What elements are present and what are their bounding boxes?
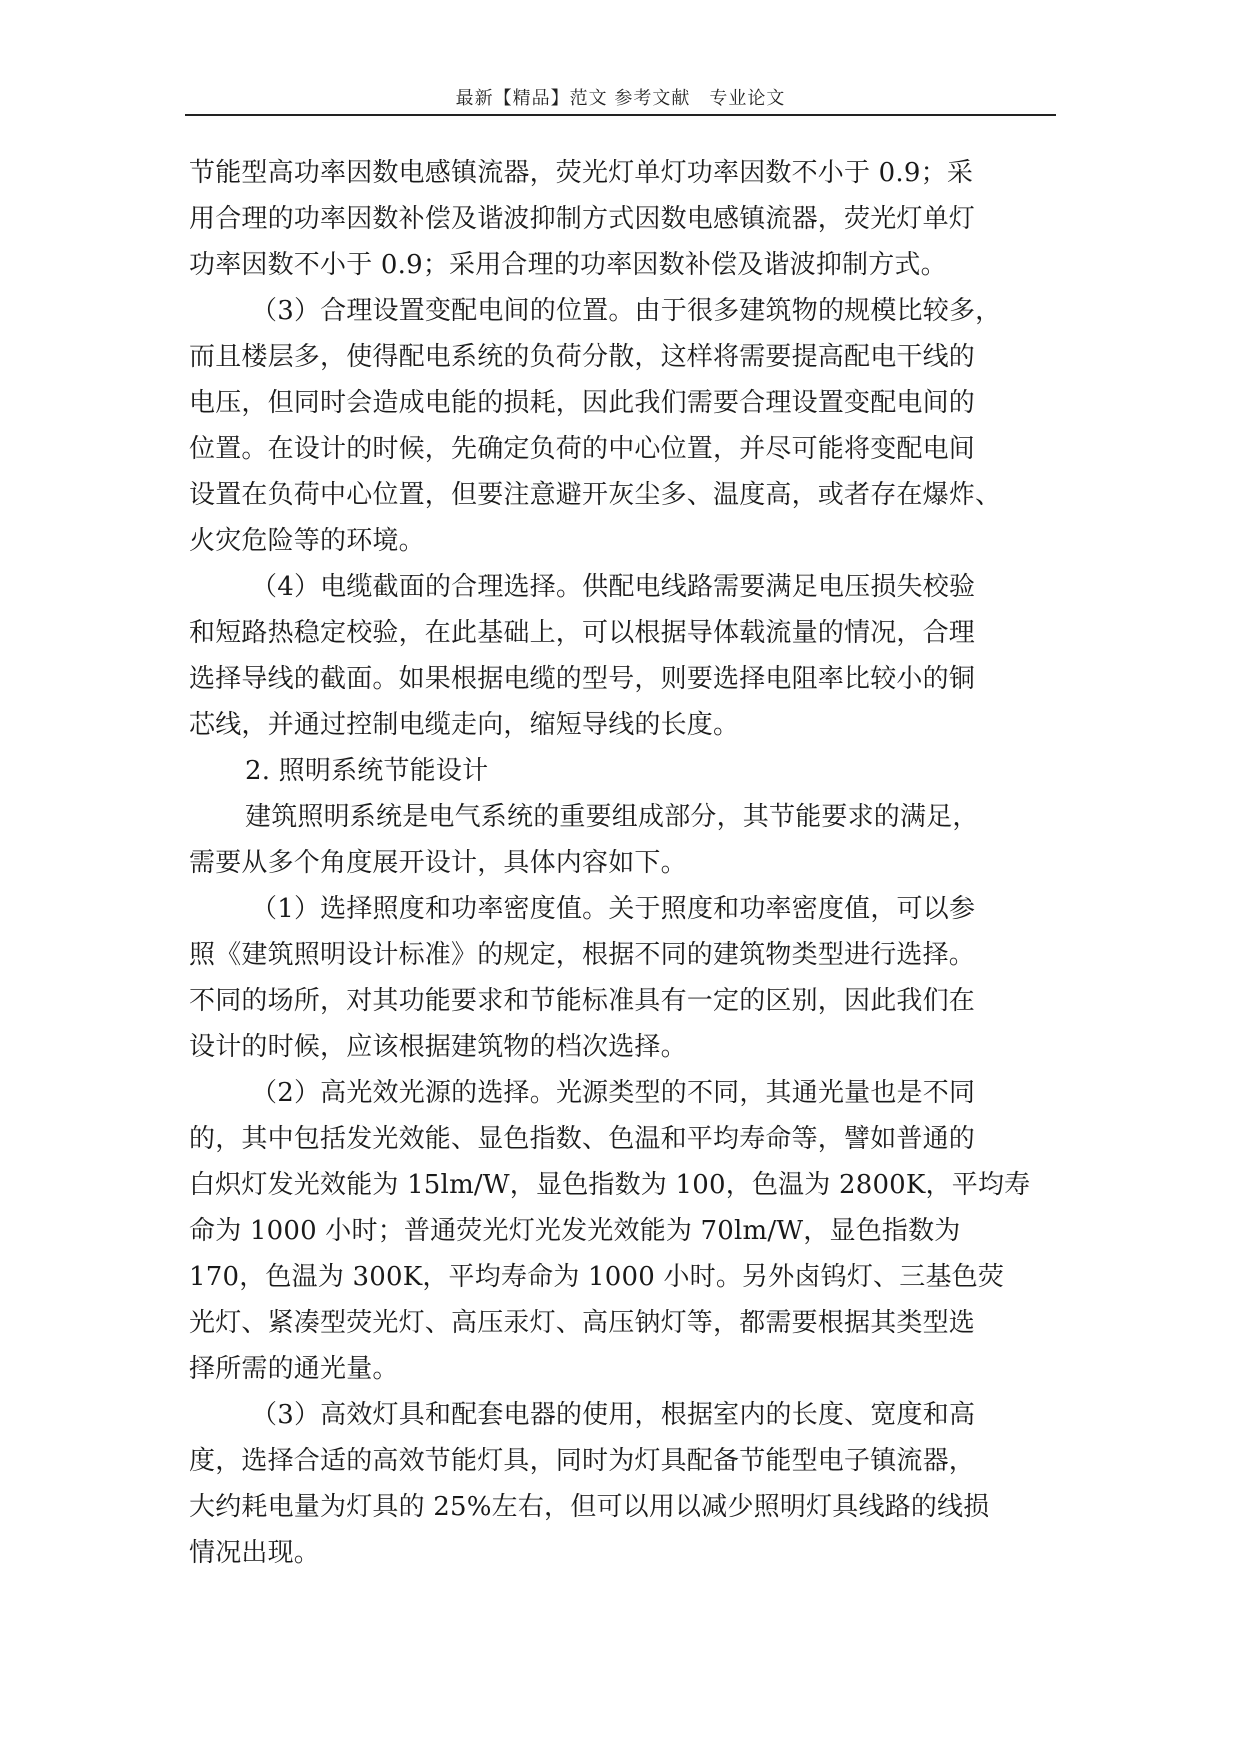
text-line: 用合理的功率因数补偿及谐波抑制方式因数电感镇流器，荧光灯单灯: [189, 204, 976, 234]
header-divider: [185, 114, 1056, 116]
text-line: （1）选择照度和功率密度值。关于照度和功率密度值，可以参: [251, 894, 976, 924]
text-line: 设置在负荷中心位置，但要注意避开灰尘多、温度高，或者存在爆炸、: [189, 480, 1002, 510]
text-line: （4）电缆截面的合理选择。供配电线路需要满足电压损失校验: [251, 572, 976, 602]
text-line: （3）合理设置变配电间的位置。由于很多建筑物的规模比较多，: [251, 296, 1002, 326]
text-line: 建筑照明系统是电气系统的重要组成部分，其节能要求的满足，: [245, 802, 979, 832]
text-line: 需要从多个角度展开设计，具体内容如下。: [189, 848, 687, 878]
text-line: 情况出现。: [189, 1538, 321, 1568]
text-line: （2）高光效光源的选择。光源类型的不同，其通光量也是不同: [251, 1078, 976, 1108]
text-line: 度，选择合适的高效节能灯具，同时为灯具配备节能型电子镇流器，: [189, 1446, 976, 1476]
text-line: 功率因数不小于 0.9；采用合理的功率因数补偿及谐波抑制方式。: [189, 250, 947, 280]
text-line: 芯线，并通过控制电缆走向，缩短导线的长度。: [189, 710, 740, 740]
section-heading: 2. 照明系统节能设计: [245, 756, 489, 786]
text-line: 光灯、紧凑型荧光灯、高压汞灯、高压钠灯等，都需要根据其类型选: [189, 1308, 976, 1338]
text-line: 择所需的通光量。: [189, 1354, 399, 1384]
text-line: 不同的场所，对其功能要求和节能标准具有一定的区别，因此我们在: [189, 986, 976, 1016]
text-line: 和短路热稳定校验，在此基础上，可以根据导体载流量的情况，合理: [189, 618, 976, 648]
page-header: 最新【精品】范文 参考文献 专业论文: [455, 88, 786, 109]
text-line: 位置。在设计的时候，先确定负荷的中心位置，并尽可能将变配电间: [189, 434, 976, 464]
text-line: 设计的时候，应该根据建筑物的档次选择。: [189, 1032, 687, 1062]
text-line: 大约耗电量为灯具的 25%左右，但可以用以减少照明灯具线路的线损: [189, 1492, 990, 1522]
text-line: 电压，但同时会造成电能的损耗，因此我们需要合理设置变配电间的: [189, 388, 976, 418]
text-line: 节能型高功率因数电感镇流器，荧光灯单灯功率因数不小于 0.9；采: [189, 158, 974, 188]
text-line: 白炽灯发光效能为 15lm/W，显色指数为 100，色温为 2800K，平均寿: [189, 1170, 1031, 1200]
text-line: 命为 1000 小时；普通荧光灯光发光效能为 70lm/W，显色指数为: [189, 1216, 961, 1246]
text-line: 170，色温为 300K，平均寿命为 1000 小时。另外卤钨灯、三基色荧: [189, 1262, 1005, 1292]
text-line: 火灾危险等的环境。: [189, 526, 425, 556]
text-line: （3）高效灯具和配套电器的使用，根据室内的长度、宽度和高: [251, 1400, 976, 1430]
text-line: 而且楼层多，使得配电系统的负荷分散，这样将需要提高配电干线的: [189, 342, 976, 372]
text-line: 选择导线的截面。如果根据电缆的型号，则要选择电阻率比较小的铜: [189, 664, 976, 694]
text-line: 的，其中包括发光效能、显色指数、色温和平均寿命等，譬如普通的: [189, 1124, 976, 1154]
text-line: 照《建筑照明设计标准》的规定，根据不同的建筑物类型进行选择。: [189, 940, 976, 970]
document-body: [189, 150, 1053, 1576]
